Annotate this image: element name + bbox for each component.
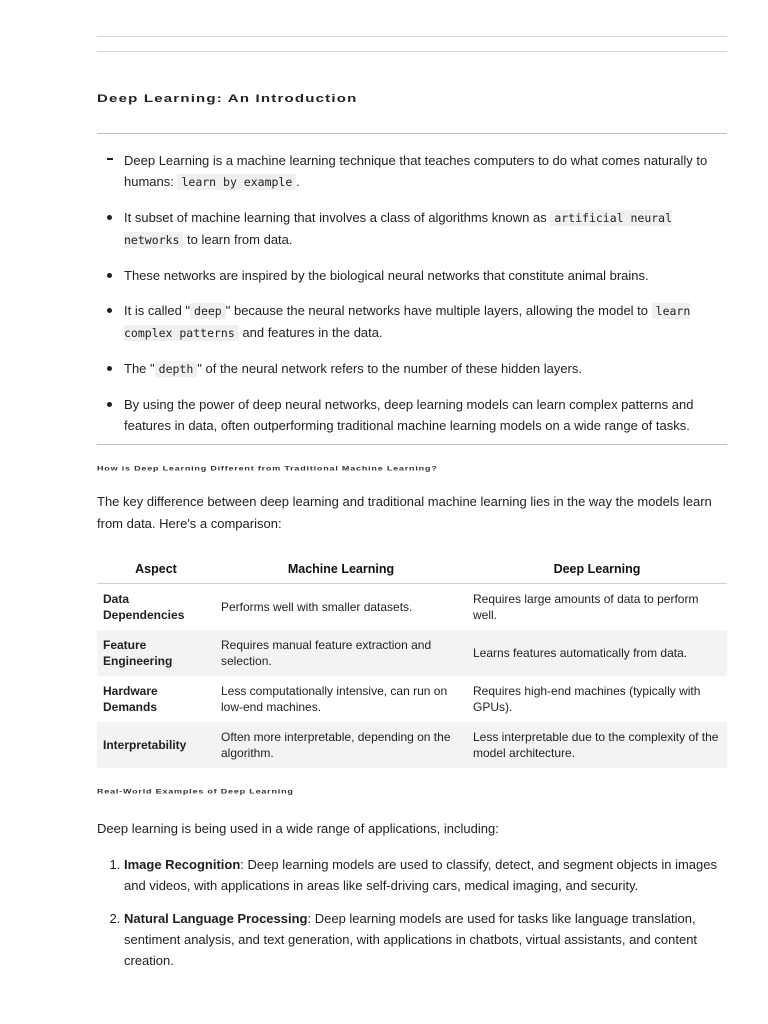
- example-name: Image Recognition: [124, 857, 241, 872]
- title-divider: [97, 133, 727, 134]
- top-divider-second: [97, 51, 727, 52]
- bullet-item: [97, 265, 727, 286]
- bullet-text: It subset of machine learning that involves a class of algorithms known as: [124, 210, 551, 225]
- bullet-item: [97, 394, 727, 436]
- inline-code: learn complex patterns: [124, 304, 691, 340]
- page-title: Deep Learning: An Introduction: [97, 92, 358, 105]
- example-name: Natural Language Processing: [124, 911, 308, 926]
- inline-code: deep: [190, 303, 226, 319]
- examples-paragraph: Deep learning is being used in a wide range of applications, including:: [97, 821, 499, 836]
- bullet-text: Deep Learning is a machine learning technique that teaches computers to do what comes naturally to humans:: [124, 153, 708, 189]
- examples-heading: Real-World Examples of Deep Learning: [97, 788, 294, 795]
- table-row: [97, 630, 727, 676]
- bullet-text: " because the neural networks have multiple layers, allowing the model to: [225, 303, 652, 318]
- bullet-text: and features in the data.: [238, 325, 383, 340]
- bullet-item: [97, 207, 727, 251]
- difference-heading: How is Deep Learning Different from Traditional Machine Learning?: [97, 465, 438, 472]
- table-cell-machine-learning: Often more interpretable, depending on the algorithm.: [215, 722, 467, 768]
- inline-code: artificial neural networks: [124, 211, 673, 247]
- bullet-text: .: [296, 174, 300, 189]
- table-cell-deep-learning: Requires high-end machines (typically with GPUs).: [473, 684, 701, 714]
- bullet-item: [97, 358, 727, 380]
- example-description: : Deep learning models are used for tasks like language translation, sentiment analysis, and text generation, with applications in chatbots, virtual assistants, and content creation.: [124, 911, 698, 968]
- table-cell-deep-learning: Less interpretable due to the complexity of the model architecture.: [467, 722, 727, 768]
- intro-bullet-list: [97, 150, 727, 436]
- bullet-text: The ": [124, 361, 155, 376]
- table-cell-aspect: Feature Engineering: [97, 630, 215, 676]
- inline-code: depth: [155, 361, 198, 377]
- difference-paragraph: The key difference between deep learning and traditional machine learning lies in the way the models learn from data. Here's a comparison:: [97, 494, 712, 531]
- examples-list: [97, 854, 727, 971]
- comparison-table: [97, 555, 727, 768]
- bullet-text: By using the power of deep neural networks, deep learning models can learn complex patterns and features in data, often outperforming traditional machine learning models on a wide range of tasks.: [124, 397, 694, 433]
- table-row: [97, 584, 727, 631]
- table-row: [97, 676, 727, 722]
- top-divider: [97, 36, 727, 37]
- bullet-item: [97, 150, 727, 193]
- table-header-aspect: Aspect: [97, 555, 215, 584]
- list-item: [124, 854, 727, 896]
- inline-code: learn by example: [177, 174, 296, 190]
- example-description: : Deep learning models are used to classify, detect, and segment objects in images and videos, with applications in areas like self-driving cars, medical imaging, and security.: [124, 857, 717, 893]
- table-cell-deep-learning: Learns features automatically from data.: [467, 630, 727, 676]
- table-cell-aspect: Interpretability: [97, 722, 215, 768]
- table-cell-aspect: Data Dependencies: [103, 592, 185, 622]
- table-cell-machine-learning: Performs well with smaller datasets.: [221, 600, 413, 614]
- bullet-item: [97, 300, 727, 344]
- table-cell-machine-learning: Less computationally intensive, can run on low-end machines.: [221, 684, 448, 714]
- list-item: [124, 908, 727, 971]
- bullet-text: It is called ": [124, 303, 191, 318]
- table-cell-aspect: Hardware Demands: [103, 684, 158, 714]
- bullet-text: These networks are inspired by the biological neural networks that constitute animal brains.: [124, 268, 649, 283]
- section-divider: [97, 444, 727, 445]
- table-cell-deep-learning: Requires large amounts of data to perform well.: [473, 592, 699, 622]
- table-header-row: [97, 555, 727, 584]
- table-header-deep-learning: Deep Learning: [467, 555, 727, 584]
- table-row: [97, 722, 727, 768]
- bullet-text: " of the neural network refers to the number of these hidden layers.: [197, 361, 582, 376]
- document-content: [97, 0, 727, 983]
- table-header-machine-learning: Machine Learning: [215, 555, 467, 584]
- table-cell-machine-learning: Requires manual feature extraction and selection.: [215, 630, 467, 676]
- bullet-text: to learn from data.: [183, 232, 293, 247]
